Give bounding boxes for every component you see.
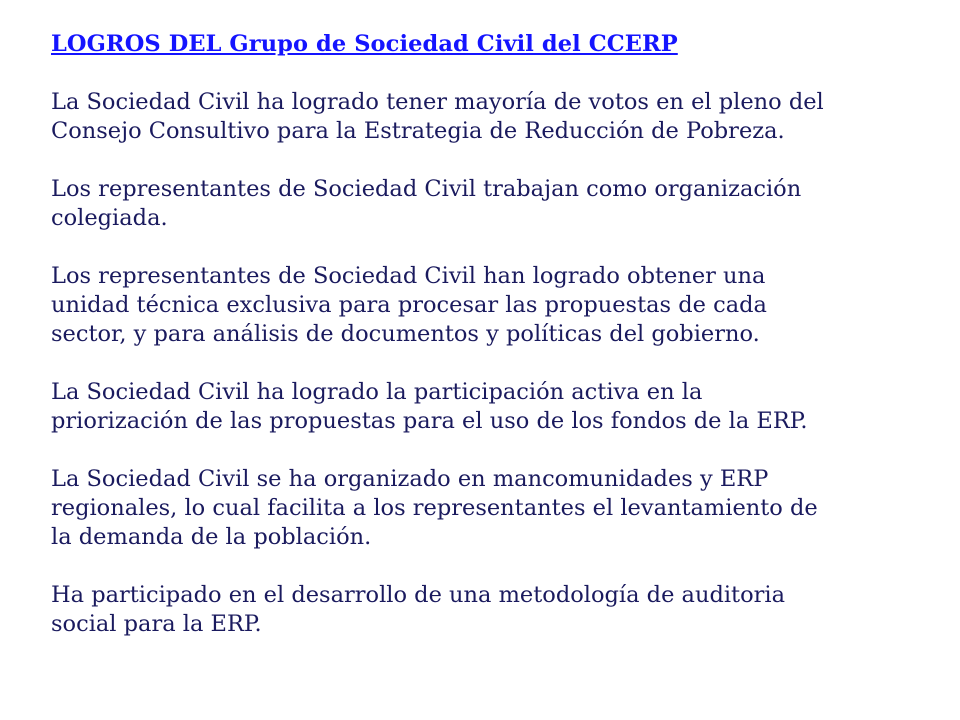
paragraph-line: Los representantes de Sociedad Civil han logrado obtener una [51,263,766,289]
paragraph-6 [51,581,941,639]
slide-content [51,30,941,639]
paragraph-line: La Sociedad Civil ha logrado la participación activa en la [51,379,703,405]
paragraph-line: la demanda de la población. [51,524,372,550]
paragraph-line: Consejo Consultivo para la Estrategia de Reducción de Pobreza. [51,118,785,144]
paragraph-line: unidad técnica exclusiva para procesar las propuestas de cada [51,292,767,318]
slide-title: LOGROS DEL Grupo de Sociedad Civil del CCERP [51,31,678,57]
paragraph-line: regionales, lo cual facilita a los representantes el levantamiento de [51,495,818,521]
paragraph-line: social para la ERP. [51,611,262,637]
paragraph-2 [51,175,941,233]
paragraph-4 [51,378,941,436]
paragraph-line: colegiada. [51,205,168,231]
paragraph-1 [51,88,941,146]
paragraph-line: La Sociedad Civil ha logrado tener mayoría de votos en el pleno del [51,89,824,115]
paragraph-line: priorización de las propuestas para el uso de los fondos de la ERP. [51,408,808,434]
paragraph-5 [51,465,941,552]
paragraph-3 [51,262,941,349]
paragraph-line: sector, y para análisis de documentos y políticas del gobierno. [51,321,760,347]
paragraph-line: Ha participado en el desarrollo de una metodología de auditoria [51,582,786,608]
paragraph-line: La Sociedad Civil se ha organizado en mancomunidades y ERP [51,466,769,492]
paragraph-list [51,88,941,639]
paragraph-line: Los representantes de Sociedad Civil trabajan como organización [51,176,802,202]
